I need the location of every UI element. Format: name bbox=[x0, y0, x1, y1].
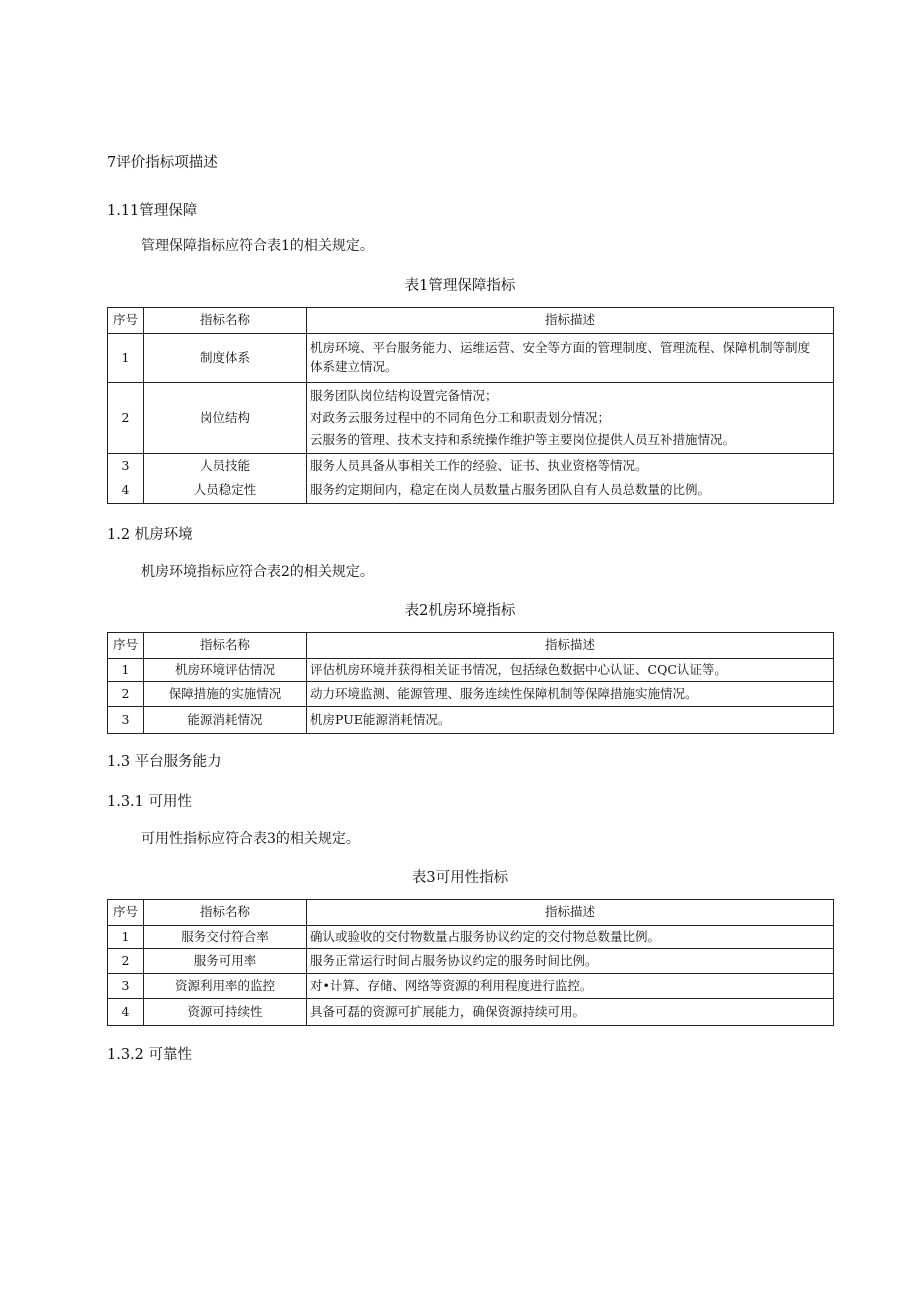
table-1 bbox=[107, 307, 834, 504]
table-header-row bbox=[108, 633, 834, 659]
row-desc: 机房PUE能源消耗情况。 bbox=[307, 707, 834, 734]
section-1-2-heading: 1.2 机房环境 bbox=[107, 527, 193, 543]
table-row bbox=[108, 682, 834, 707]
desc-line: 对政务云服务过程中的不同角色分工和职责划分情况； bbox=[310, 410, 611, 426]
row-name: 资源可持续性 bbox=[144, 999, 307, 1026]
section-1-1-intro: 管理保障指标应符合表1的相关规定。 bbox=[141, 238, 374, 254]
table-row bbox=[108, 707, 834, 734]
row-no: 2 bbox=[108, 383, 144, 454]
table-header-row bbox=[108, 900, 834, 926]
header-desc: 指标描述 bbox=[307, 633, 834, 659]
section-1-3-2-heading: 1.3.2 可靠性 bbox=[107, 1047, 193, 1063]
desc-line: 体系建立情况。 bbox=[310, 359, 398, 374]
table-row bbox=[108, 949, 834, 974]
section-1-3-1-heading: 1.3.1 可用性 bbox=[107, 794, 193, 810]
header-no: 序号 bbox=[108, 308, 144, 334]
row-name: 服务交付符合率 bbox=[144, 926, 307, 949]
row-no: 1 bbox=[108, 659, 144, 682]
row-no: 3 bbox=[108, 707, 144, 734]
row-desc: 评估机房环境并获得相关证书情况，包括绿色数据中心认证、CQC认证等。 bbox=[307, 659, 834, 682]
section-1-3-1-intro: 可用性指标应符合表3的相关规定。 bbox=[141, 831, 360, 847]
table-row bbox=[108, 926, 834, 949]
row-desc: 具备可磊的资源可扩展能力，确保资源持续可用。 bbox=[307, 999, 834, 1026]
row-no: 1 bbox=[108, 334, 144, 383]
row-desc bbox=[307, 454, 834, 479]
section-1-1-heading: 1.11管理保障 bbox=[107, 203, 198, 219]
table-row bbox=[108, 383, 834, 454]
row-no: 2 bbox=[108, 682, 144, 707]
table-row bbox=[108, 659, 834, 682]
table-row bbox=[108, 479, 834, 504]
row-name: 制度体系 bbox=[144, 334, 307, 383]
table-1-caption: 表1管理保障指标 bbox=[404, 278, 516, 294]
table-2 bbox=[107, 632, 834, 734]
desc-line: 机房环境、平台服务能力、运维运营、安全等方面的管理制度、管理流程、保障机制等制度 bbox=[310, 340, 811, 356]
section-7-title: 7评价指标项描述 bbox=[107, 155, 218, 171]
row-name: 人员技能 bbox=[144, 454, 307, 479]
header-name: 指标名称 bbox=[144, 633, 307, 659]
table-row bbox=[108, 974, 834, 999]
row-no: 3 bbox=[108, 454, 144, 479]
row-desc bbox=[307, 334, 834, 383]
header-name: 指标名称 bbox=[144, 900, 307, 926]
desc-line: 服务约定期间内，稳定在岗人员数量占服务团队自有人员总数量的比例。 bbox=[310, 482, 711, 498]
table-2-caption: 表2机房环境指标 bbox=[404, 603, 516, 619]
table-row bbox=[108, 454, 834, 479]
desc-line: 服务人员具备从事相关工作的经验、证书、执业资格等情况。 bbox=[310, 457, 648, 473]
desc-line: 云服务的管理、技术支持和系统操作维护等主要岗位提供人员互补措施情况。 bbox=[310, 431, 736, 447]
row-desc bbox=[307, 479, 834, 504]
row-desc: 服务正常运行时间占服务协议约定的服务时间比例。 bbox=[307, 949, 834, 974]
row-name: 资源利用率的监控 bbox=[144, 974, 307, 999]
header-name: 指标名称 bbox=[144, 308, 307, 334]
row-no: 1 bbox=[108, 926, 144, 949]
desc-line: 服务团队岗位结构设置完备情况； bbox=[310, 388, 498, 404]
table-header-row bbox=[108, 308, 834, 334]
header-desc: 指标描述 bbox=[307, 900, 834, 926]
row-name: 保障措施的实施情况 bbox=[144, 682, 307, 707]
table-3 bbox=[107, 899, 834, 1026]
row-name: 人员稳定性 bbox=[144, 479, 307, 504]
header-no: 序号 bbox=[108, 900, 144, 926]
row-no: 3 bbox=[108, 974, 144, 999]
row-desc: 对•计算、存储、网络等资源的利用程度进行监控。 bbox=[307, 974, 834, 999]
table-3-caption: 表3可用性指标 bbox=[411, 870, 509, 886]
section-1-3-heading: 1.3 平台服务能力 bbox=[107, 754, 222, 770]
section-1-2-intro: 机房环境指标应符合表2的相关规定。 bbox=[141, 564, 374, 580]
row-desc: 动力环境监测、能源管理、服务连续性保障机制等保障措施实施情况。 bbox=[307, 682, 834, 707]
row-name: 能源消耗情况 bbox=[144, 707, 307, 734]
row-name: 机房环境评估情况 bbox=[144, 659, 307, 682]
row-no: 4 bbox=[108, 999, 144, 1026]
header-desc: 指标描述 bbox=[307, 308, 834, 334]
row-desc bbox=[307, 383, 834, 454]
row-no: 4 bbox=[108, 479, 144, 504]
row-desc: 确认或验收的交付物数量占服务协议约定的交付物总数量比例。 bbox=[307, 926, 834, 949]
row-name: 服务可用率 bbox=[144, 949, 307, 974]
header-no: 序号 bbox=[108, 633, 144, 659]
table-row bbox=[108, 334, 834, 383]
table-row bbox=[108, 999, 834, 1026]
row-no: 2 bbox=[108, 949, 144, 974]
row-name: 岗位结构 bbox=[144, 383, 307, 454]
